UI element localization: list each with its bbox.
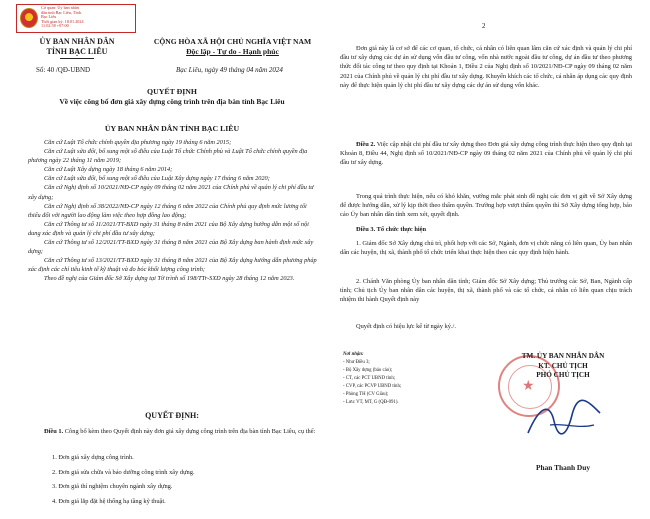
paragraph [340,192,632,223]
recipients-block [343,351,483,407]
recipient-item: - Lưu: VT, MT, G (QĐ-091). [343,400,399,405]
page-number: 2 [482,22,486,30]
recipient-item: - CT, các PCT UBND tỉnh; [343,376,396,381]
paragraph-text: Quyết định có hiệu lực kể từ ngày ký./. [356,323,456,330]
signature-line: 11:02:58 +07:00 [41,23,69,29]
signature-line: Cơ quan: Ủy ban nhân [41,5,79,10]
digital-signature-box [16,4,136,33]
basis-item: Căn cứ Luật Xây dựng ngày 18 tháng 6 năm 2014; [44,166,173,174]
document-type: QUYẾT ĐỊNH [147,87,197,96]
signature-line: Thời gian ký: 18.01.2024 [41,18,84,24]
signature-title-2: KT. CHỦ TỊCH [538,361,588,370]
list-item: 1. Đơn giá xây dựng công trình. [52,454,134,461]
recipient-item: - Phòng TH (CV Giàu); [343,392,389,397]
basis-item: Căn cứ Thông tư số 11/2021/TT-BXD ngày 31 tháng 8 năm 2021 của Bộ Xây dựng hướng dẫn một số nội dung xác định và quản lý chi phí đầu tư xây dựng; [28,220,309,237]
article-2-label: Điều 2. [356,141,376,148]
basis-item: Căn cứ Luật sửa đổi, bổ sung một số điều của Luật Tổ chức Chính phủ và Luật Tổ chức chính quyền địa phương ngày 22 tháng 11 năm 2019; [28,148,308,165]
list-item: 2. Đơn giá sửa chữa và bảo dưỡng công trình xây dựng. [52,468,195,476]
basis-item: Căn cứ Luật sửa đổi, bổ sung một số điều của Luật Xây dựng ngày 17 tháng 6 năm 2020; [44,175,270,183]
article-2 [340,140,632,171]
signature-title-1: TM. ỦY BAN NHÂN DÂN [521,352,605,360]
signature-title-3: PHÓ CHỦ TỊCH [536,371,590,379]
issuer-heading: ỦY BAN NHÂN DÂN TỈNH BẠC LIÊU [104,124,240,133]
recipients-heading: Nơi nhận: [343,352,364,357]
paragraph-text: 2. Chánh Văn phòng Ủy ban nhân dân tỉnh; Giám đốc Sở Xây dựng; Thủ trưởng các Sở, Ban, Ngành cấp tỉnh; Chủ tịch Ủy ban nhân dân các huyện, thị xã, thành phố và các tổ chức, cá nhân có liên quan chịu trách nhiệm thi hành Quyết định này [340,278,632,304]
list-item: 4. Đơn giá lắp đặt hệ thống hạ tầng kỹ thuật. [52,497,166,505]
nation-header [140,37,325,57]
recipient-item: - Như Điều 3; [343,360,370,365]
basis-item: Căn cứ Thông tư số 12/2021/TT-BXD ngày 31 tháng 8 năm 2021 của Bộ Xây dựng ban hành định mức xây dựng; [28,239,314,256]
paragraph [340,44,632,93]
nation-title: CỘNG HÒA XÃ HỘI CHỦ NGHĨA VIỆT NAM [153,37,312,46]
agency-province: TỈNH BẠC LIÊU [46,47,108,56]
basis-item: Căn cứ Luật Tổ chức chính quyền địa phương ngày 19 tháng 6 năm 2015; [44,139,232,146]
article-2-text: Việc cập nhật chi phí đầu tư xây dựng theo Đơn giá xây dựng công trình thực hiện theo quy định tại Khoản 8, Điều 44, Nghị định số 10/2021/NĐ-CP ngày 09 tháng 02 năm 2021 của Chính phủ về quản lý chi phí đầu tư xây dựng. [340,141,632,167]
signature-block [488,352,638,381]
nation-motto: Độc lập - Tự do - Hạnh phúc [186,47,279,56]
recipient-item: - Bộ Xây dựng (báo cáo); [343,368,393,373]
article-1-label: Điều 1. [44,428,64,435]
handwritten-signature-icon [520,395,610,445]
article-1-list [52,451,195,509]
signature-info [41,5,84,29]
basis-item: Căn cứ Thông tư số 13/2021/TT-BXD ngày 31 tháng 8 năm 2021 của Bộ Xây dựng hướng dẫn phương pháp xác định các chỉ tiêu kinh tế kỹ thuật và đo bóc khối lượng công trình; [28,257,317,274]
article-3-heading [340,225,632,237]
divider [60,58,94,59]
article-1 [28,427,318,436]
national-emblem-icon [20,8,38,28]
decision-heading: QUYẾT ĐỊNH: [145,411,199,420]
document-number: Số: 40 /QĐ-UBND [36,66,91,74]
article-3-item-1 [340,239,632,260]
signer-name: Phan Thanh Duy [535,463,591,472]
signature-line: Bạc Liêu [41,14,57,20]
agency-header [22,37,132,59]
basis-item: Căn cứ Nghị định số 38/2022/NĐ-CP ngày 12 tháng 6 năm 2022 của Chính phủ quy định mức lương tối thiểu đối với người lao động làm việc theo hợp đồng lao động; [28,202,307,219]
recipient-item: - CVP, các PCVP UBND tỉnh; [343,384,402,389]
article-1-text: Công bố kèm theo Quyết định này đơn giá xây dựng công trình trên địa bàn tỉnh Bạc Liêu, cụ thể: [64,428,316,435]
legal-basis [28,138,318,284]
article-3-title: Điều 3. Tổ chức thực hiện [356,226,427,233]
effective-clause [340,322,632,334]
paragraph-text: Trong quá trình thực hiện, nếu có khó khăn, vướng mắc phát sinh đề nghị các đơn vị gửi về Sở Xây dựng để được hướng dẫn, xử lý kịp thời theo thẩm quyền. Trường hợp vượt thẩm quyền thì Sở Xây dựng tổng hợp, báo cáo Ủy ban nhân dân tỉnh xem xét, quyết định. [340,193,632,219]
signature-line: dân tỉnh Bạc Liêu, Tỉnh [41,9,81,15]
paragraph-text: 1. Giám đốc Sở Xây dựng chủ trì, phối hợp với các Sở, Ngành, đơn vị chức năng có liên quan, Ủy ban nhân dân các huyện, thị xã, thành phố tổ chức triển khai thực hiện theo các quy định hiện hành. [340,240,632,257]
document-date: Bạc Liêu, ngày 49 tháng 04 năm 2024 [176,66,283,74]
paragraph-text: Đơn giá này là cơ sở để các cơ quan, tổ chức, cá nhân có liên quan lâm căn cứ xác định và quản lý chi phí đầu tư xây dựng các dự án sử dụng vốn đầu tư công, vốn nhà nước ngoài đầu tư công, dự án đầu tư theo phương thức đối tác công tư theo quy định tại Khoản 1, Điều 2 của Nghị định số 10/2021/NĐ-CP ngày 09 tháng 02 năm 2021 của Chính phủ về quản lý chi phí đầu tư xây dựng. Khuyến khích các tổ chức, cá nhân áp dụng các quy định này để thực hiện quản lý chi phí đầu tư xây dựng các dự án sử dụng vốn khác. [340,45,632,89]
basis-item: Theo đề nghị của Giám đốc Sở Xây dựng tại Tờ trình số 198/TTr-SXD ngày 28 tháng 12 năm 2023. [44,275,295,283]
article-3-item-2 [340,277,632,308]
agency-name: ỦY BAN NHÂN DÂN [39,37,115,46]
basis-item: Căn cứ Nghị định số 10/2021/NĐ-CP ngày 09 tháng 02 năm 2021 của Chính phủ về quản lý chi phí đầu tư xây dựng; [28,184,314,201]
document-subject: Về việc công bố đơn giá xây dựng công trình trên địa bàn tỉnh Bạc Liêu [59,97,285,106]
seal-star-icon: ★ [522,379,535,394]
list-item: 3. Đơn giá thí nghiệm chuyên ngành xây dựng. [52,483,173,490]
